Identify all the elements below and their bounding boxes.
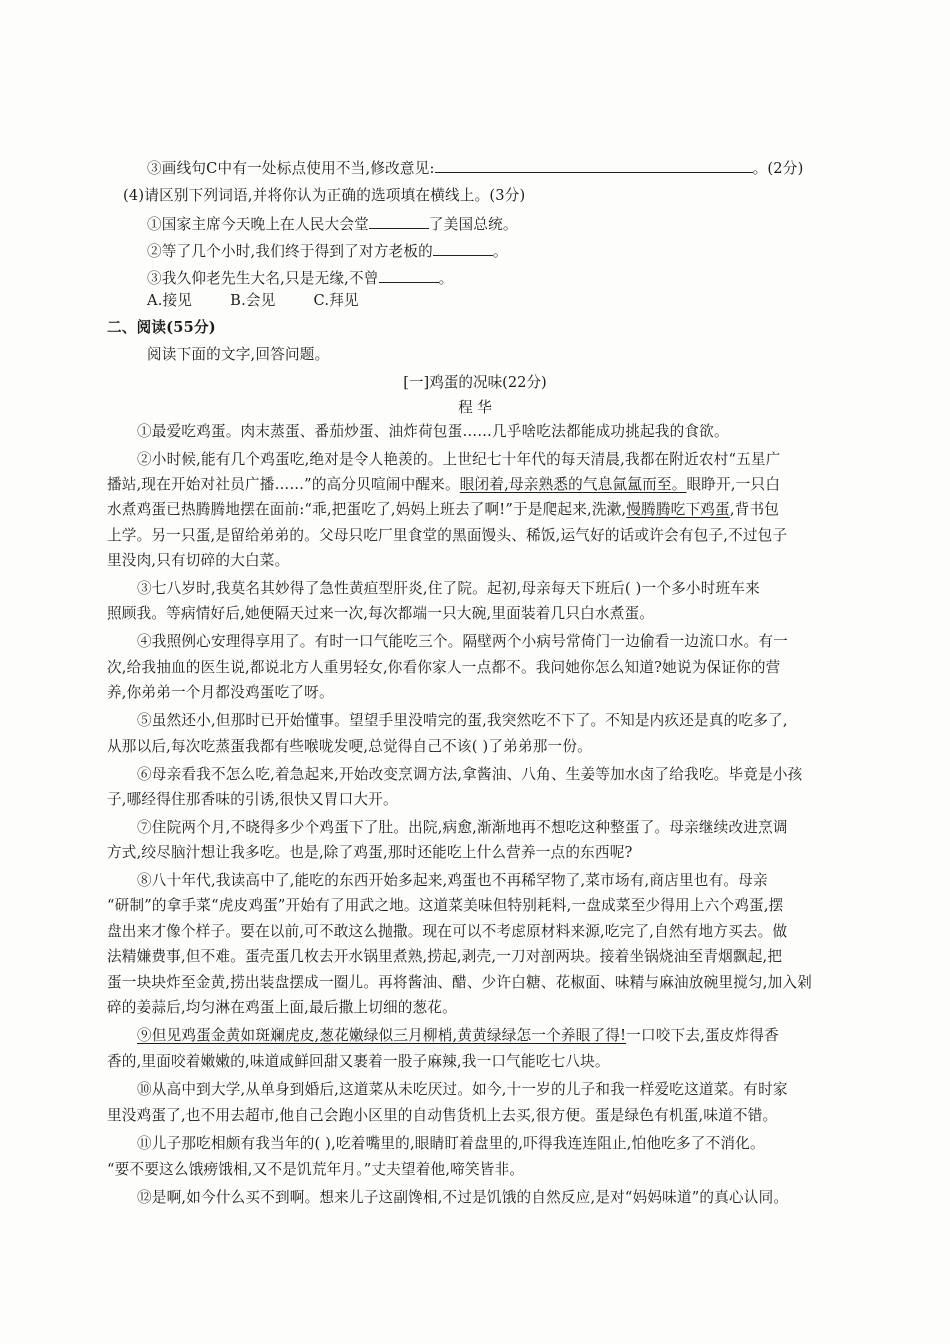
- item-text: 。: [438, 270, 454, 287]
- score-text: 。(2分): [752, 160, 804, 177]
- paragraph-5-line: ⑤虽然还小,但那时已开始懂事。望望手里没啃完的蛋,我突然吃不下了。不知是内疚还是真的吃多了,: [137, 712, 788, 729]
- paragraph-11-line: “要不要这么饿痨饿相,又不是饥荒年月。”丈夫望着他,啼笑皆非。: [107, 1161, 525, 1178]
- paragraph-10-line: 里没鸡蛋了,也不用去超市,他自己会跑小区里的自动售货机上去买,很方便。蛋是绿色有机蛋,味道不错。: [107, 1107, 778, 1124]
- paragraph-marker: ⑪: [137, 1135, 152, 1152]
- paragraph-2-line: [107, 500, 779, 520]
- article-title: [一]鸡蛋的况味(22分): [403, 374, 547, 391]
- item-text: ③我久仰老先生大名,只是无缘,不曾: [147, 270, 379, 287]
- paragraph-3-line: ③七八岁时,我莫名其妙得了急性黄疸型肝炎,住了院。起初,母亲每天下班后( )一个多小时班车来: [137, 580, 760, 597]
- paragraph-1: ①最爱吃鸡蛋。肉末蒸蛋、番茄炒蛋、油炸荷包蛋……几乎啥吃法都能成功挑起我的食欲。: [137, 423, 729, 440]
- section-heading: 二、阅读(55分): [107, 319, 216, 336]
- text: 一口咬下去,蛋皮炸得香: [626, 1027, 779, 1044]
- question-4-item-3: [147, 268, 453, 289]
- text: 水煮鸡蛋已热腾腾地摆在面前:“乖,把蛋吃了,妈妈上班去了啊!”于是爬起来,洗漱,: [107, 501, 627, 518]
- item-text: 了美国总统。: [428, 216, 518, 233]
- underlined-sentence-c: ⑨但见鸡蛋金黄如斑斓虎皮,葱花嫩绿似三月柳梢,黄黄绿绿怎一个养眼了得!: [137, 1027, 627, 1044]
- text: ,背书包: [729, 501, 780, 518]
- paragraph-11-line: [137, 1134, 765, 1154]
- answer-blank[interactable]: [369, 214, 429, 229]
- answer-blank[interactable]: [379, 268, 439, 283]
- option-c[interactable]: C.拜见: [313, 292, 359, 309]
- paragraph-8-line: 碎的姜蒜后,均匀淋在鸡蛋上面,最后撒上切细的葱花。: [107, 999, 457, 1016]
- answer-blank[interactable]: [433, 241, 493, 256]
- paragraph-2-line: 里没肉,只有切碎的大白菜。: [107, 552, 290, 569]
- option-a[interactable]: A.接见: [147, 292, 193, 309]
- option-b[interactable]: B.会见: [230, 292, 276, 309]
- paragraph-7-line: 方式,绞尽脑汁想让我多吃。也是,除了鸡蛋,那时还能吃上什么营养一点的东西呢?: [107, 844, 633, 861]
- paragraph-2-line: [107, 475, 780, 495]
- paragraph-4-line: 养,你弟弟一个月都没鸡蛋吃了呀。: [107, 684, 334, 701]
- answer-blank[interactable]: [435, 158, 753, 173]
- paragraph-8-line: ⑧八十年代,我读高中了,能吃的东西开始多起来,鸡蛋也不再稀罕物了,菜市场有,商店里也有。母亲: [137, 872, 768, 889]
- paragraph-12-line: ⑫是啊,如今什么买不到啊。想来儿子这副馋相,不过是饥饿的自然反应,是对“妈妈味道”的真心认同。: [137, 1189, 789, 1206]
- paragraph-5-line: 从那以后,每次吃蒸蛋我都有些喉咙发哽,总觉得自己不该( )了弟弟那一份。: [107, 738, 592, 755]
- paragraph-2-line: ②小时候,能有几个鸡蛋吃,绝对是令人艳羡的。上世纪七十年代的每天清晨,我都在附近农村“五星广: [137, 451, 781, 468]
- underlined-sentence-b: 慢腾腾吃下鸡蛋: [626, 501, 730, 518]
- section-instruction: 阅读下面的文字,回答问题。: [147, 346, 330, 363]
- paragraph-8-line: 蛋一块块炸至金黄,捞出装盘摆成一圈儿。再将酱油、醋、少许白糖、花椒面、味精与麻油放碗里搅匀,加入剁: [107, 974, 812, 991]
- paragraph-4-line: ④我照例心安理得享用了。有时一口气能吃三个。隔壁两个小病号常倚门一边偷看一边流口水。有一: [137, 633, 788, 650]
- item-text: ②等了几个小时,我们终于得到了对方老板的: [147, 243, 433, 260]
- text: 播站,现在开始对社员广播……”的高分贝喧闹中醒来。: [107, 476, 460, 493]
- paragraph-2-line: 上学。另一只蛋,是留给弟弟的。父母只吃厂里食堂的黑面馒头、稀饭,运气好的话或许会有包子,不过包子: [107, 527, 788, 544]
- article-author: 程 华: [458, 399, 492, 416]
- paragraph-8-line: “研制”的拿手菜“虎皮鸡蛋”开始有了用武之地。这道菜美味但特别耗料,一盘成菜至少得用上六个鸡蛋,摆: [107, 897, 784, 914]
- paragraph-4-line: 次,给我抽血的医生说,都说北方人重男轻女,你看你家人一点都不。我问她你怎么知道?她说为保证你的营: [107, 659, 781, 676]
- paragraph-7-line: ⑦住院两个月,不晓得多少个鸡蛋下了肚。出院,病愈,渐渐地再不想吃这种整蛋了。母亲继续改进烹调: [137, 819, 788, 836]
- paragraph-3-line: 照顾我。等病情好后,她便隔天过来一次,每次都端一只大碗,里面装着几只白水煮蛋。: [107, 605, 655, 622]
- item-text: ①国家主席今天晚上在人民大会堂: [147, 216, 369, 233]
- item-text: 。: [492, 243, 508, 260]
- text: 眼睁开,一只白: [686, 476, 781, 493]
- question-4-options: [147, 291, 397, 311]
- paragraph-9-line: [137, 1026, 779, 1046]
- question-3-3: [147, 158, 804, 179]
- text: 儿子那吃相颇有我当年的( ),吃着嘴里的,眼睛盯着盘里的,吓得我连连阻止,怕他吃多了不消化。: [151, 1135, 765, 1152]
- paragraph-6-line: 子,哪经得住那香味的引诱,很快又胃口大开。: [107, 791, 398, 808]
- question-text: ③画线句C中有一处标点使用不当,修改意见:: [147, 160, 435, 177]
- paragraph-9-line: 香的,里面咬着嫩嫩的,味道咸鲜回甜又裹着一股子麻辣,我一口气能吃七八块。: [107, 1053, 610, 1070]
- question-4-prompt: (4)请区别下列词语,并将你认为正确的选项填在横线上。(3分): [123, 187, 526, 204]
- paragraph-10-line: ⑩从高中到大学,从单身到婚后,这道菜从未吃厌过。如今,十一岁的儿子和我一样爱吃这道菜。有时家: [137, 1081, 788, 1098]
- paragraph-6-line: ⑥母亲看我不怎么吃,着急起来,开始改变烹调方法,拿酱油、八角、生姜等加水卤了给我吃。毕竟是小孩: [137, 766, 803, 783]
- question-4-item-1: [147, 214, 518, 235]
- underlined-sentence-a: 眼闭着,母亲熟悉的气息氤氲而至。: [459, 476, 687, 493]
- question-4-item-2: [147, 241, 508, 262]
- paragraph-8-line: 盘出来才像个样子。要在以前,可不敢这么抛撒。现在可以不考虑原材料来源,吃完了,自然有地方买去。做: [107, 923, 788, 940]
- paragraph-8-line: 法精嫌费事,但不难。蛋壳蛋几枚去开水锅里煮熟,捞起,剥壳,一刀对剖两块。接着坐锅烧油至青烟飘起,把: [107, 948, 783, 965]
